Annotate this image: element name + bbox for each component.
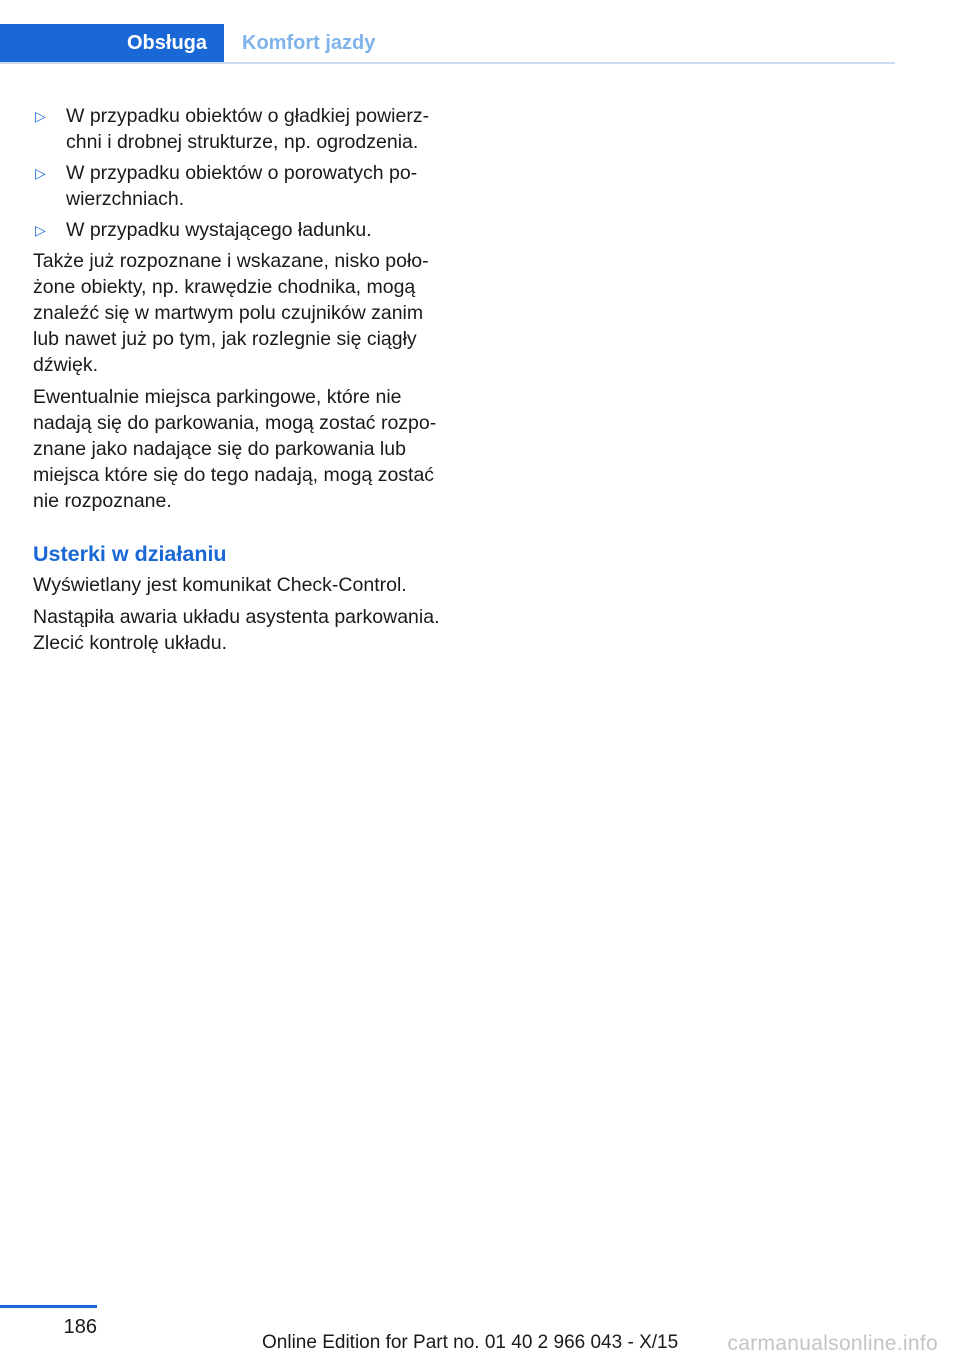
watermark: carmanualsonline.info (727, 1332, 938, 1355)
list-item-line: wierzchniach. (66, 188, 185, 210)
list-item-line: chni i drobnej strukturze, np. ogrodzenia. (66, 131, 419, 153)
paragraph-check-control: Wyświetlany jest komunikat Check-Control. (33, 574, 407, 596)
section-heading: Usterki w działaniu (33, 542, 227, 566)
list-item (33, 217, 443, 243)
triangle-right-icon: ▷ (35, 165, 46, 181)
footer-edition: Online Edition for Part no. 01 40 2 966 043 - X/15 (262, 1332, 679, 1353)
list-item-line: W przypadku obiektów o porowatych po- (66, 162, 418, 184)
list-item (33, 103, 443, 155)
paragraph-blind-spot: Także już rozpoznane i wskazane, nisko poło- żone obiekty, np. krawędzie chodnika, mogą znaleźć się w martwym polu czujników zanim lub nawet już po tym, jak rozlegnie się ciągły dźwięk. (33, 250, 429, 376)
list-item-line: W przypadku obiektów o gładkiej powierz- (66, 105, 430, 127)
tab-komfort-jazdy[interactable] (242, 24, 375, 62)
page-number: 186 (63, 1316, 97, 1338)
list-item-line: W przypadku wystającego ładunku. (66, 219, 372, 241)
tab-obsluga[interactable] (0, 24, 224, 62)
tab-obsluga-label: Obsługa (126, 31, 207, 54)
triangle-right-icon: ▷ (35, 108, 46, 124)
tab-komfort-jazdy-label: Komfort jazdy (242, 31, 376, 54)
paragraph-malfunction: Nastąpiła awaria układu asystenta parkowania. Zlecić kontrolę układu. (33, 606, 440, 654)
paragraph-parking-spaces: Ewentualnie miejsca parkingowe, które nie nadają się do parkowania, mogą zostać rozpo- znane jako nadające się do parkowania lub miejsca które się do tego nadają, mogą zostać nie rozpoznane. (33, 386, 437, 512)
footer-divider (0, 1305, 97, 1308)
main-content (33, 103, 443, 662)
triangle-right-icon: ▷ (35, 222, 46, 238)
list-item (33, 160, 443, 212)
header-bar (0, 24, 895, 64)
